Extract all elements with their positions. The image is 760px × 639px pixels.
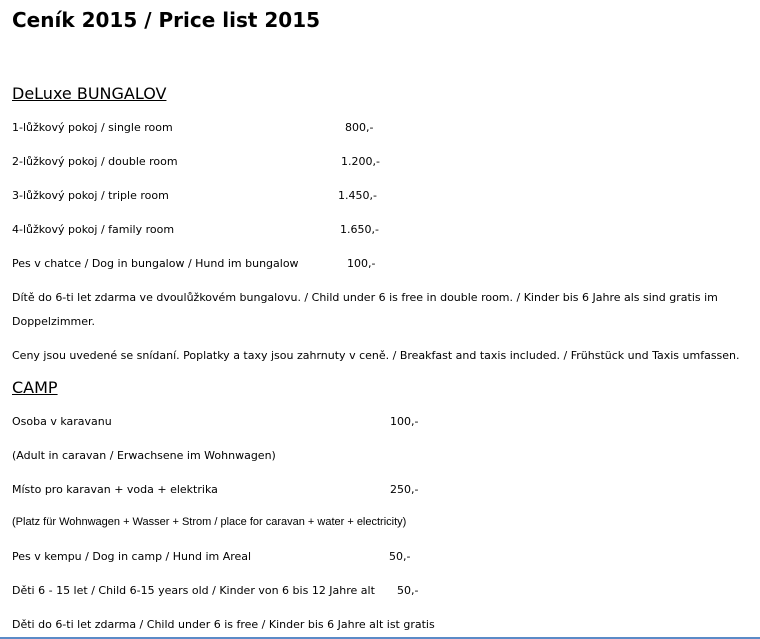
price-row-single-room: [12, 121, 374, 134]
price-row-label: 1-lůžkový pokoj / single room: [12, 121, 173, 134]
price-row-value: 1.200,-: [341, 155, 380, 168]
deluxe-bungalow-heading: DeLuxe BUNGALOV: [12, 84, 167, 103]
camp-row-children-6-15: [12, 584, 419, 597]
price-row-label: 2-lůžkový pokoj / double room: [12, 155, 178, 168]
camp-row-dog-in-camp: [12, 550, 411, 563]
children-free-note: Dítě do 6-ti let zdarma ve dvoulůžkovém bungalovu. / Child under 6 is free in double room. / Kinder bis 6 Jahre als sind gratis im Doppelzimmer.: [12, 291, 718, 328]
camp-children-free-note: Děti do 6-ti let zdarma / Child under 6 is free / Kinder bis 6 Jahre alt ist gratis: [12, 618, 435, 631]
price-row-label: Děti 6 - 15 let / Child 6-15 years old / Kinder von 6 bis 12 Jahre alt: [12, 584, 375, 597]
breakfast-included-note: Ceny jsou uvedené se snídaní. Poplatky a taxy jsou zahrnuty v ceně. / Breakfast and taxis included. / Frühstück und Taxis umfassen.: [12, 349, 740, 362]
price-row-family-room: [12, 223, 379, 236]
price-row-double-room: [12, 155, 380, 168]
page-title: Ceník 2015 / Price list 2015: [12, 8, 321, 32]
price-row-value: 100,-: [390, 415, 419, 428]
camp-heading: CAMP: [12, 378, 58, 397]
price-row-label: Místo pro karavan + voda + elektrika: [12, 483, 218, 496]
price-row-value: 1.450,-: [338, 189, 377, 202]
price-row-dog-in-bungalow: [12, 257, 376, 270]
camp-place-translation: (Platz für Wohnwagen + Wasser + Strom / place for caravan + water + electricity): [12, 516, 407, 528]
price-row-value: 50,-: [389, 550, 411, 563]
price-row-value: 100,-: [347, 257, 376, 270]
price-row-label: 3-lůžkový pokoj / triple room: [12, 189, 169, 202]
price-row-label: Pes v chatce / Dog in bungalow / Hund im bungalow: [12, 257, 299, 270]
price-row-label: Pes v kempu / Dog in camp / Hund im Areal: [12, 550, 252, 563]
price-row-triple-room: [12, 189, 377, 202]
price-row-value: 250,-: [390, 483, 419, 496]
camp-person-translation: (Adult in caravan / Erwachsene im Wohnwagen): [12, 449, 276, 462]
price-row-label: 4-lůžkový pokoj / family room: [12, 223, 175, 236]
price-row-label: Osoba v karavanu: [12, 415, 112, 428]
price-row-value: 50,-: [397, 584, 419, 597]
price-row-value: 1.650,-: [340, 223, 379, 236]
camp-row-person-in-caravan: [12, 415, 419, 428]
price-row-value: 800,-: [345, 121, 374, 134]
camp-row-caravan-place: [12, 483, 419, 496]
